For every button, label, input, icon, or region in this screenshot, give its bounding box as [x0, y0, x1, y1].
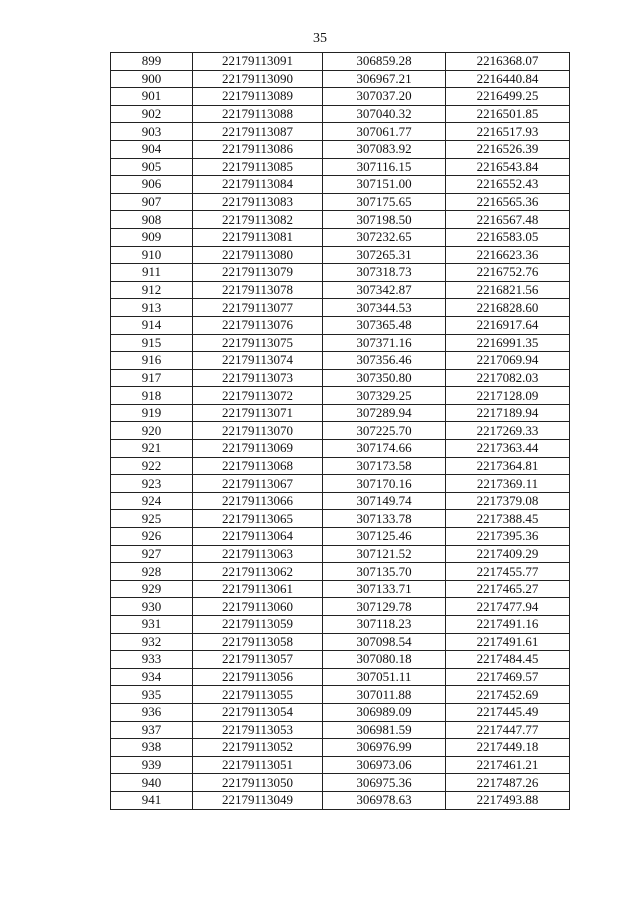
y-coordinate-cell: 2217452.69: [446, 686, 570, 704]
table-row: [111, 703, 570, 721]
cadastral-id-cell: 22179113080: [193, 246, 323, 264]
x-coordinate-cell: 306975.36: [323, 774, 446, 792]
cadastral-id-cell: 22179113061: [193, 580, 323, 598]
point-number-cell: 899: [111, 53, 193, 71]
cadastral-id-cell: 22179113091: [193, 53, 323, 71]
y-coordinate-cell: 2217082.03: [446, 369, 570, 387]
point-number-cell: 922: [111, 457, 193, 475]
cadastral-id-cell: 22179113082: [193, 211, 323, 229]
y-coordinate-cell: 2217461.21: [446, 756, 570, 774]
cadastral-id-cell: 22179113084: [193, 176, 323, 194]
table-row: [111, 422, 570, 440]
y-coordinate-cell: 2216501.85: [446, 105, 570, 123]
page-number: 35: [313, 31, 327, 46]
x-coordinate-cell: 307098.54: [323, 633, 446, 651]
x-coordinate-cell: 307037.20: [323, 88, 446, 106]
y-coordinate-cell: 2217455.77: [446, 563, 570, 581]
y-coordinate-cell: 2216991.35: [446, 334, 570, 352]
x-coordinate-cell: 307011.88: [323, 686, 446, 704]
cadastral-id-cell: 22179113074: [193, 352, 323, 370]
point-number-cell: 933: [111, 651, 193, 669]
x-coordinate-cell: 307174.66: [323, 440, 446, 458]
y-coordinate-cell: 2217469.57: [446, 668, 570, 686]
table-row: [111, 316, 570, 334]
cadastral-id-cell: 22179113071: [193, 404, 323, 422]
table-row: [111, 176, 570, 194]
cadastral-id-cell: 22179113087: [193, 123, 323, 141]
x-coordinate-cell: 307151.00: [323, 176, 446, 194]
x-coordinate-cell: 307356.46: [323, 352, 446, 370]
y-coordinate-cell: 2217189.94: [446, 404, 570, 422]
x-coordinate-cell: 307175.65: [323, 193, 446, 211]
y-coordinate-cell: 2217447.77: [446, 721, 570, 739]
cadastral-id-cell: 22179113090: [193, 70, 323, 88]
point-number-cell: 915: [111, 334, 193, 352]
x-coordinate-cell: 307173.58: [323, 457, 446, 475]
point-number-cell: 934: [111, 668, 193, 686]
point-number-cell: 901: [111, 88, 193, 106]
cadastral-id-cell: 22179113073: [193, 369, 323, 387]
table-row: [111, 228, 570, 246]
y-coordinate-cell: 2217445.49: [446, 703, 570, 721]
cadastral-id-cell: 22179113089: [193, 88, 323, 106]
y-coordinate-cell: 2216543.84: [446, 158, 570, 176]
cadastral-id-cell: 22179113068: [193, 457, 323, 475]
x-coordinate-cell: 307133.71: [323, 580, 446, 598]
y-coordinate-cell: 2216567.48: [446, 211, 570, 229]
x-coordinate-cell: 307365.48: [323, 316, 446, 334]
x-coordinate-cell: 307135.70: [323, 563, 446, 581]
table-row: [111, 739, 570, 757]
x-coordinate-cell: 306973.06: [323, 756, 446, 774]
cadastral-id-cell: 22179113060: [193, 598, 323, 616]
table-row: [111, 299, 570, 317]
y-coordinate-cell: 2217465.27: [446, 580, 570, 598]
x-coordinate-cell: 306976.99: [323, 739, 446, 757]
point-number-cell: 939: [111, 756, 193, 774]
x-coordinate-cell: 307232.65: [323, 228, 446, 246]
x-coordinate-cell: 306967.21: [323, 70, 446, 88]
y-coordinate-cell: 2217491.16: [446, 616, 570, 634]
x-coordinate-cell: 307133.78: [323, 510, 446, 528]
cadastral-id-cell: 22179113070: [193, 422, 323, 440]
y-coordinate-cell: 2217484.45: [446, 651, 570, 669]
table-row: [111, 88, 570, 106]
point-number-cell: 931: [111, 616, 193, 634]
table-row: [111, 756, 570, 774]
table-row: [111, 53, 570, 71]
x-coordinate-cell: 307225.70: [323, 422, 446, 440]
cadastral-id-cell: 22179113050: [193, 774, 323, 792]
table-row: [111, 721, 570, 739]
table-row: [111, 791, 570, 809]
coordinates-table: [110, 52, 570, 810]
table-row: [111, 563, 570, 581]
table-row: [111, 352, 570, 370]
y-coordinate-cell: 2216517.93: [446, 123, 570, 141]
cadastral-id-cell: 22179113053: [193, 721, 323, 739]
cadastral-id-cell: 22179113054: [193, 703, 323, 721]
cadastral-id-cell: 22179113058: [193, 633, 323, 651]
table-row: [111, 193, 570, 211]
point-number-cell: 906: [111, 176, 193, 194]
y-coordinate-cell: 2217364.81: [446, 457, 570, 475]
point-number-cell: 912: [111, 281, 193, 299]
table-row: [111, 651, 570, 669]
cadastral-id-cell: 22179113057: [193, 651, 323, 669]
table-row: [111, 281, 570, 299]
cadastral-id-cell: 22179113062: [193, 563, 323, 581]
x-coordinate-cell: 307116.15: [323, 158, 446, 176]
point-number-cell: 903: [111, 123, 193, 141]
point-number-cell: 932: [111, 633, 193, 651]
table-row: [111, 334, 570, 352]
cadastral-id-cell: 22179113055: [193, 686, 323, 704]
y-coordinate-cell: 2216552.43: [446, 176, 570, 194]
point-number-cell: 926: [111, 528, 193, 546]
table-row: [111, 387, 570, 405]
x-coordinate-cell: 307118.23: [323, 616, 446, 634]
cadastral-id-cell: 22179113075: [193, 334, 323, 352]
cadastral-id-cell: 22179113083: [193, 193, 323, 211]
point-number-cell: 936: [111, 703, 193, 721]
point-number-cell: 941: [111, 791, 193, 809]
x-coordinate-cell: 307040.32: [323, 105, 446, 123]
table-row: [111, 510, 570, 528]
x-coordinate-cell: 307342.87: [323, 281, 446, 299]
point-number-cell: 913: [111, 299, 193, 317]
cadastral-id-cell: 22179113066: [193, 492, 323, 510]
table-row: [111, 475, 570, 493]
table-row: [111, 70, 570, 88]
x-coordinate-cell: 306859.28: [323, 53, 446, 71]
y-coordinate-cell: 2217269.33: [446, 422, 570, 440]
x-coordinate-cell: 307329.25: [323, 387, 446, 405]
x-coordinate-cell: 307125.46: [323, 528, 446, 546]
x-coordinate-cell: 307289.94: [323, 404, 446, 422]
point-number-cell: 930: [111, 598, 193, 616]
y-coordinate-cell: 2216499.25: [446, 88, 570, 106]
cadastral-id-cell: 22179113077: [193, 299, 323, 317]
x-coordinate-cell: 307129.78: [323, 598, 446, 616]
point-number-cell: 929: [111, 580, 193, 598]
y-coordinate-cell: 2217128.09: [446, 387, 570, 405]
x-coordinate-cell: 307350.80: [323, 369, 446, 387]
cadastral-id-cell: 22179113078: [193, 281, 323, 299]
table-row: [111, 211, 570, 229]
point-number-cell: 923: [111, 475, 193, 493]
point-number-cell: 927: [111, 545, 193, 563]
cadastral-id-cell: 22179113076: [193, 316, 323, 334]
cadastral-id-cell: 22179113065: [193, 510, 323, 528]
y-coordinate-cell: 2216526.39: [446, 140, 570, 158]
x-coordinate-cell: 307080.18: [323, 651, 446, 669]
table-row: [111, 369, 570, 387]
cadastral-id-cell: 22179113079: [193, 264, 323, 282]
table-row: [111, 140, 570, 158]
cadastral-id-cell: 22179113051: [193, 756, 323, 774]
table-row: [111, 616, 570, 634]
cadastral-id-cell: 22179113088: [193, 105, 323, 123]
table-row: [111, 440, 570, 458]
y-coordinate-cell: 2216821.56: [446, 281, 570, 299]
x-coordinate-cell: 306989.09: [323, 703, 446, 721]
x-coordinate-cell: 306981.59: [323, 721, 446, 739]
y-coordinate-cell: 2216917.64: [446, 316, 570, 334]
x-coordinate-cell: 307061.77: [323, 123, 446, 141]
point-number-cell: 935: [111, 686, 193, 704]
x-coordinate-cell: 307083.92: [323, 140, 446, 158]
point-number-cell: 938: [111, 739, 193, 757]
y-coordinate-cell: 2216440.84: [446, 70, 570, 88]
cadastral-id-cell: 22179113052: [193, 739, 323, 757]
table-row: [111, 598, 570, 616]
point-number-cell: 921: [111, 440, 193, 458]
y-coordinate-cell: 2217487.26: [446, 774, 570, 792]
cadastral-id-cell: 22179113085: [193, 158, 323, 176]
point-number-cell: 928: [111, 563, 193, 581]
table-row: [111, 545, 570, 563]
y-coordinate-cell: 2217069.94: [446, 352, 570, 370]
point-number-cell: 902: [111, 105, 193, 123]
point-number-cell: 937: [111, 721, 193, 739]
coordinates-table-body: [111, 53, 570, 810]
x-coordinate-cell: 307318.73: [323, 264, 446, 282]
table-row: [111, 774, 570, 792]
point-number-cell: 911: [111, 264, 193, 282]
table-row: [111, 158, 570, 176]
x-coordinate-cell: 307051.11: [323, 668, 446, 686]
table-row: [111, 404, 570, 422]
y-coordinate-cell: 2217477.94: [446, 598, 570, 616]
point-number-cell: 919: [111, 404, 193, 422]
x-coordinate-cell: 307170.16: [323, 475, 446, 493]
point-number-cell: 904: [111, 140, 193, 158]
table-row: [111, 264, 570, 282]
y-coordinate-cell: 2216583.05: [446, 228, 570, 246]
cadastral-id-cell: 22179113069: [193, 440, 323, 458]
point-number-cell: 918: [111, 387, 193, 405]
point-number-cell: 910: [111, 246, 193, 264]
y-coordinate-cell: 2216368.07: [446, 53, 570, 71]
y-coordinate-cell: 2217493.88: [446, 791, 570, 809]
y-coordinate-cell: 2217449.18: [446, 739, 570, 757]
y-coordinate-cell: 2217369.11: [446, 475, 570, 493]
point-number-cell: 905: [111, 158, 193, 176]
cadastral-id-cell: 22179113072: [193, 387, 323, 405]
x-coordinate-cell: 306978.63: [323, 791, 446, 809]
point-number-cell: 914: [111, 316, 193, 334]
y-coordinate-cell: 2217409.29: [446, 545, 570, 563]
point-number-cell: 916: [111, 352, 193, 370]
cadastral-id-cell: 22179113056: [193, 668, 323, 686]
y-coordinate-cell: 2217491.61: [446, 633, 570, 651]
point-number-cell: 900: [111, 70, 193, 88]
y-coordinate-cell: 2216623.36: [446, 246, 570, 264]
x-coordinate-cell: 307344.53: [323, 299, 446, 317]
y-coordinate-cell: 2217379.08: [446, 492, 570, 510]
table-row: [111, 668, 570, 686]
y-coordinate-cell: 2217363.44: [446, 440, 570, 458]
table-row: [111, 633, 570, 651]
point-number-cell: 924: [111, 492, 193, 510]
point-number-cell: 940: [111, 774, 193, 792]
point-number-cell: 925: [111, 510, 193, 528]
cadastral-id-cell: 22179113049: [193, 791, 323, 809]
point-number-cell: 920: [111, 422, 193, 440]
cadastral-id-cell: 22179113063: [193, 545, 323, 563]
cadastral-id-cell: 22179113081: [193, 228, 323, 246]
cadastral-id-cell: 22179113059: [193, 616, 323, 634]
x-coordinate-cell: 307121.52: [323, 545, 446, 563]
x-coordinate-cell: 307371.16: [323, 334, 446, 352]
x-coordinate-cell: 307198.50: [323, 211, 446, 229]
point-number-cell: 907: [111, 193, 193, 211]
y-coordinate-cell: 2216828.60: [446, 299, 570, 317]
cadastral-id-cell: 22179113067: [193, 475, 323, 493]
table-row: [111, 580, 570, 598]
point-number-cell: 909: [111, 228, 193, 246]
table-row: [111, 105, 570, 123]
table-row: [111, 528, 570, 546]
table-row: [111, 492, 570, 510]
point-number-cell: 908: [111, 211, 193, 229]
cadastral-id-cell: 22179113086: [193, 140, 323, 158]
y-coordinate-cell: 2217388.45: [446, 510, 570, 528]
point-number-cell: 917: [111, 369, 193, 387]
table-row: [111, 457, 570, 475]
x-coordinate-cell: 307265.31: [323, 246, 446, 264]
y-coordinate-cell: 2216565.36: [446, 193, 570, 211]
cadastral-id-cell: 22179113064: [193, 528, 323, 546]
y-coordinate-cell: 2217395.36: [446, 528, 570, 546]
table-row: [111, 123, 570, 141]
x-coordinate-cell: 307149.74: [323, 492, 446, 510]
table-row: [111, 686, 570, 704]
y-coordinate-cell: 2216752.76: [446, 264, 570, 282]
table-row: [111, 246, 570, 264]
